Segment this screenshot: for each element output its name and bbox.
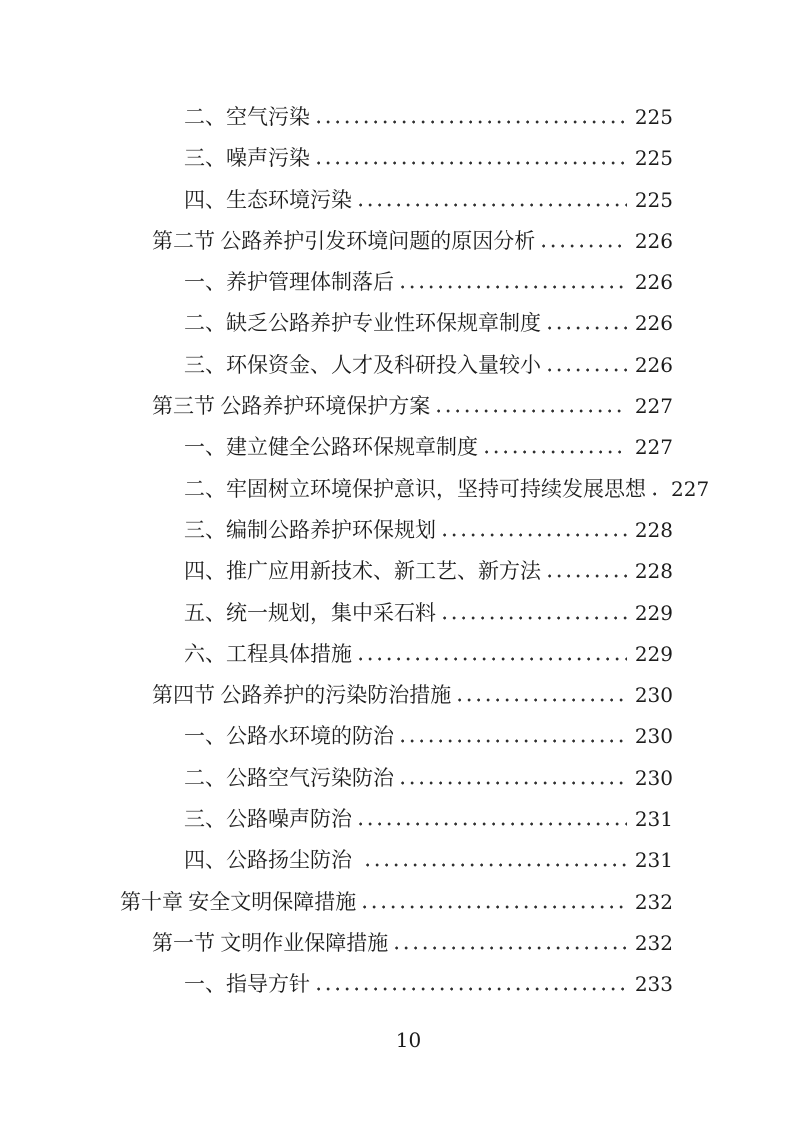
toc-entry-page: 227 — [634, 435, 673, 460]
dot-leader — [317, 161, 627, 165]
toc-entry-title: 三、噪声污染 — [184, 146, 310, 171]
toc-entry — [0, 964, 793, 1005]
dot-leader — [359, 822, 627, 826]
toc-entry-page: 233 — [634, 972, 673, 997]
toc-entry-title: 二、牢固树立环境保护意识，坚持可持续发展思想 — [184, 476, 646, 501]
toc-entry-page: 225 — [634, 187, 673, 212]
toc-entry-page: 231 — [634, 848, 673, 873]
toc-entry — [0, 923, 793, 964]
dot-leader — [366, 863, 627, 867]
toc-entry — [0, 97, 793, 138]
dot-leader — [443, 533, 627, 537]
toc-entry-page: 227 — [634, 394, 673, 419]
toc-entry-page: 230 — [634, 724, 673, 749]
dot-leader — [359, 657, 627, 661]
toc-entry — [0, 221, 793, 262]
dot-leader — [485, 450, 627, 454]
toc-entry-title: 四、公路扬尘防治 — [184, 848, 352, 873]
toc-entry-page: 231 — [634, 807, 673, 832]
table-of-contents — [0, 97, 793, 1006]
toc-entry — [0, 840, 793, 881]
dot-leader — [437, 409, 627, 413]
dot-leader — [542, 244, 627, 248]
toc-entry-title: 第十章 安全文明保障措施 — [120, 889, 357, 914]
toc-entry-title: 三、公路噪声防治 — [184, 807, 352, 832]
toc-entry-page: 230 — [634, 683, 673, 708]
page-number: 10 — [395, 1028, 422, 1052]
toc-entry-page: 226 — [634, 270, 673, 295]
toc-entry-page: 226 — [634, 311, 673, 336]
toc-entry — [0, 551, 793, 592]
toc-entry-title: 第四节 公路养护的污染防治措施 — [152, 683, 452, 708]
toc-entry — [0, 716, 793, 757]
toc-entry-title: 四、生态环境污染 — [184, 187, 352, 212]
dot-leader — [401, 781, 627, 785]
toc-entry-title: 六、工程具体措施 — [184, 641, 352, 666]
dot-leader — [317, 987, 627, 991]
dot-leader — [401, 739, 627, 743]
toc-entry-page: 228 — [634, 559, 673, 584]
toc-entry-page: 229 — [634, 600, 673, 625]
toc-entry — [0, 180, 793, 221]
dot-leader — [363, 905, 627, 909]
toc-entry — [0, 510, 793, 551]
toc-entry-page: 226 — [634, 228, 673, 253]
dot-leader — [443, 616, 627, 620]
toc-entry — [0, 882, 793, 923]
toc-entry — [0, 634, 793, 675]
toc-entry-page: 229 — [634, 641, 673, 666]
toc-entry — [0, 303, 793, 344]
toc-entry-title: 第一节 文明作业保障措施 — [152, 930, 389, 955]
dot-leader — [548, 326, 627, 330]
toc-entry — [0, 262, 793, 303]
toc-entry-page: 232 — [634, 930, 673, 955]
toc-entry-title: 第二节 公路养护引发环境问题的原因分析 — [152, 228, 536, 253]
toc-entry-title: 五、统一规划，集中采石料 — [184, 600, 436, 625]
toc-entry-title: 三、环保资金、人才及科研投入量较小 — [184, 352, 541, 377]
toc-entry — [0, 345, 793, 386]
toc-entry-title: 二、缺乏公路养护专业性环保规章制度 — [184, 311, 541, 336]
toc-entry-page: 225 — [634, 146, 673, 171]
dot-leader — [395, 946, 627, 950]
dot-leader — [653, 492, 663, 496]
toc-entry-title: 第三节 公路养护环境保护方案 — [152, 394, 431, 419]
toc-entry — [0, 138, 793, 179]
toc-entry — [0, 758, 793, 799]
toc-entry-title: 三、编制公路养护环保规划 — [184, 517, 436, 542]
toc-entry-page: 228 — [634, 517, 673, 542]
page-footer — [0, 1028, 793, 1052]
toc-entry-title: 一、养护管理体制落后 — [184, 270, 394, 295]
toc-entry-title: 二、空气污染 — [184, 105, 310, 129]
dot-leader — [401, 285, 627, 289]
toc-entry-title: 二、公路空气污染防治 — [184, 765, 394, 790]
dot-leader — [548, 574, 627, 578]
toc-entry-title: 一、公路水环境的防治 — [184, 724, 394, 749]
dot-leader — [458, 698, 627, 702]
toc-entry-page: 226 — [634, 352, 673, 377]
dot-leader — [359, 203, 627, 207]
toc-entry — [0, 386, 793, 427]
toc-entry-title: 一、建立健全公路环保规章制度 — [184, 435, 478, 460]
toc-entry — [0, 469, 793, 510]
toc-entry-page: 230 — [634, 765, 673, 790]
toc-entry — [0, 427, 793, 468]
toc-entry — [0, 675, 793, 716]
toc-entry-page: 232 — [634, 889, 673, 914]
dot-leader — [548, 368, 627, 372]
toc-entry — [0, 593, 793, 634]
toc-entry — [0, 799, 793, 840]
toc-entry-page: 227 — [671, 476, 710, 501]
dot-leader — [317, 120, 627, 124]
toc-entry-title: 一、指导方针 — [184, 972, 310, 997]
toc-entry-title: 四、推广应用新技术、新工艺、新方法 — [184, 559, 541, 584]
toc-entry-page: 225 — [634, 105, 673, 129]
